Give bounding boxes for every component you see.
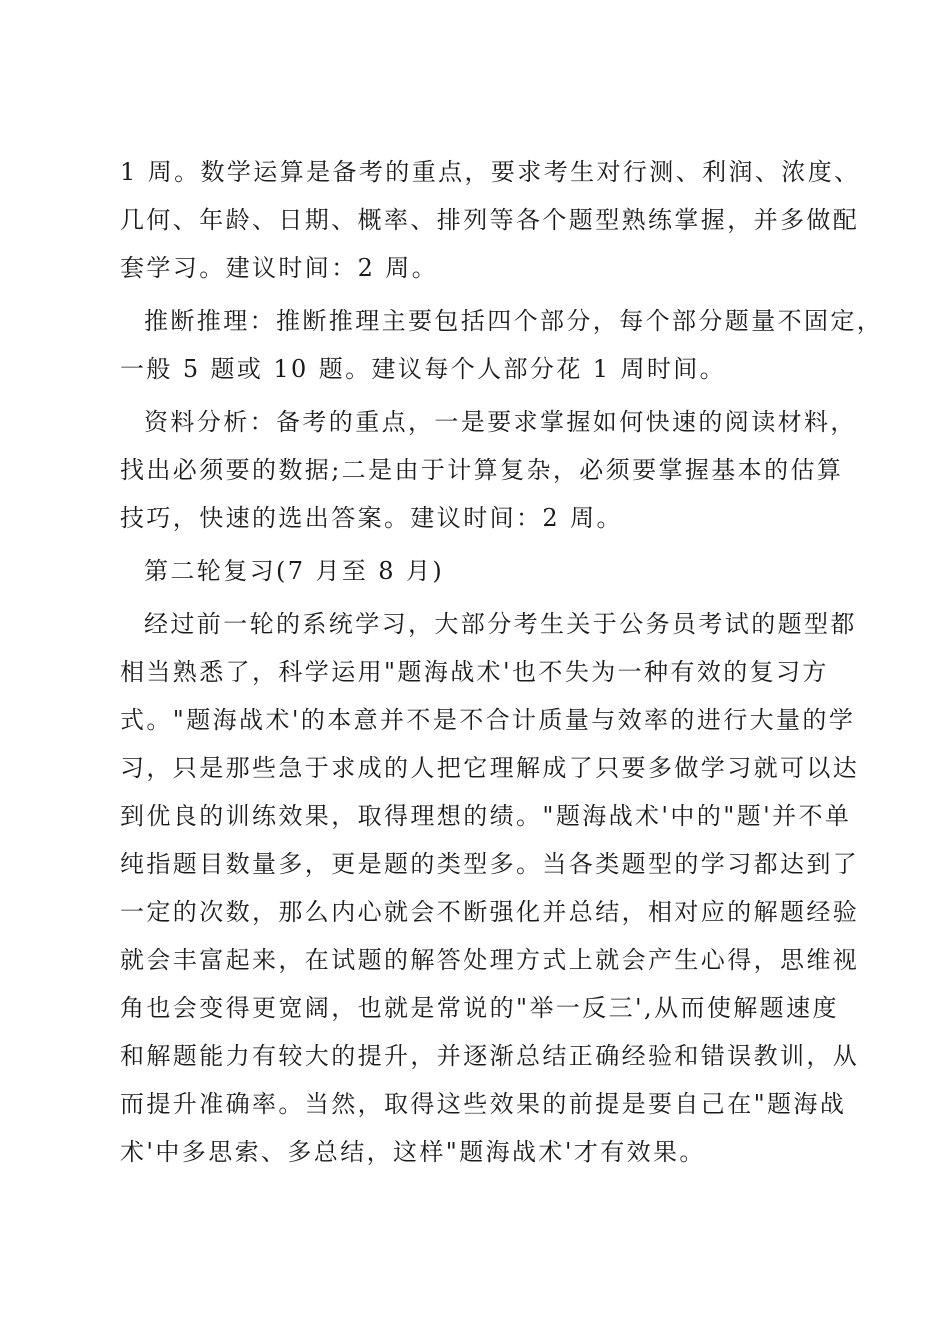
text-line: 第二轮复习(7 月至 8 月) <box>144 557 445 585</box>
paragraph-question-sea-tactic <box>120 600 860 1176</box>
section-heading-second-round <box>120 547 840 595</box>
text-line: 纯指题目数量多，更是题的类型多。当各类题型的学习都达到了 <box>120 850 860 878</box>
paragraph-math <box>120 148 861 292</box>
text-line: 套学习。建议时间：2 周。 <box>120 254 439 282</box>
text-line: 而提升准确率。当然，取得这些效果的前提是要自己在"题海战 <box>120 1090 847 1118</box>
text-line: 术'中多思索、多总结，这样"题海战术'才有效果。 <box>120 1138 706 1166</box>
text-line: 推断推理：推断推理主要包括四个部分，每个部分题量不固定， <box>144 307 884 335</box>
text-line: 一定的次数，那么内心就会不断强化并总结，相对应的解题经验 <box>120 898 860 926</box>
text-line: 找出必须要的数据;二是由于计算复杂，必须要掌握基本的估算 <box>120 456 844 484</box>
text-line: 经过前一轮的系统学习，大部分考生关于公务员考试的题型都 <box>144 610 857 638</box>
paragraph-data-analysis <box>120 398 857 542</box>
text-line: 角也会变得更宽阔，也就是常说的"举一反三',从而使解题速度 <box>120 994 839 1022</box>
text-line: 和解题能力有较大的提升，并逐渐总结正确经验和错误教训，从 <box>120 1042 860 1070</box>
document-body <box>120 148 884 1176</box>
text-line: 几何、年龄、日期、概率、排列等各个题型熟练掌握，并多做配 <box>120 206 860 234</box>
text-line: 相当熟悉了，科学运用"题海战术'也不失为一种有效的复习方 <box>120 658 829 686</box>
paragraph-reasoning <box>120 297 884 393</box>
text-line: 一般 5 题或 10 题。建议每个人部分花 1 周时间。 <box>120 355 727 383</box>
text-line: 技巧，快速的选出答案。建议时间：2 周。 <box>120 504 623 532</box>
text-line: 到优良的训练效果，取得理想的绩。"题海战术'中的"题'并不单 <box>120 802 852 830</box>
text-line: 资料分析：备考的重点，一是要求掌握如何快速的阅读材料， <box>144 408 857 436</box>
text-line: 就会丰富起来，在试题的解答处理方式上就会产生心得，思维视 <box>120 946 860 974</box>
text-line: 式。"题海战术'的本意并不是不合计质量与效率的进行大量的学 <box>120 706 856 734</box>
text-line: 习，只是那些急于求成的人把它理解成了只要多做学习就可以达 <box>120 754 860 782</box>
text-line: 1 周。数学运算是备考的重点，要求考生对行测、利润、浓度、 <box>120 158 861 186</box>
